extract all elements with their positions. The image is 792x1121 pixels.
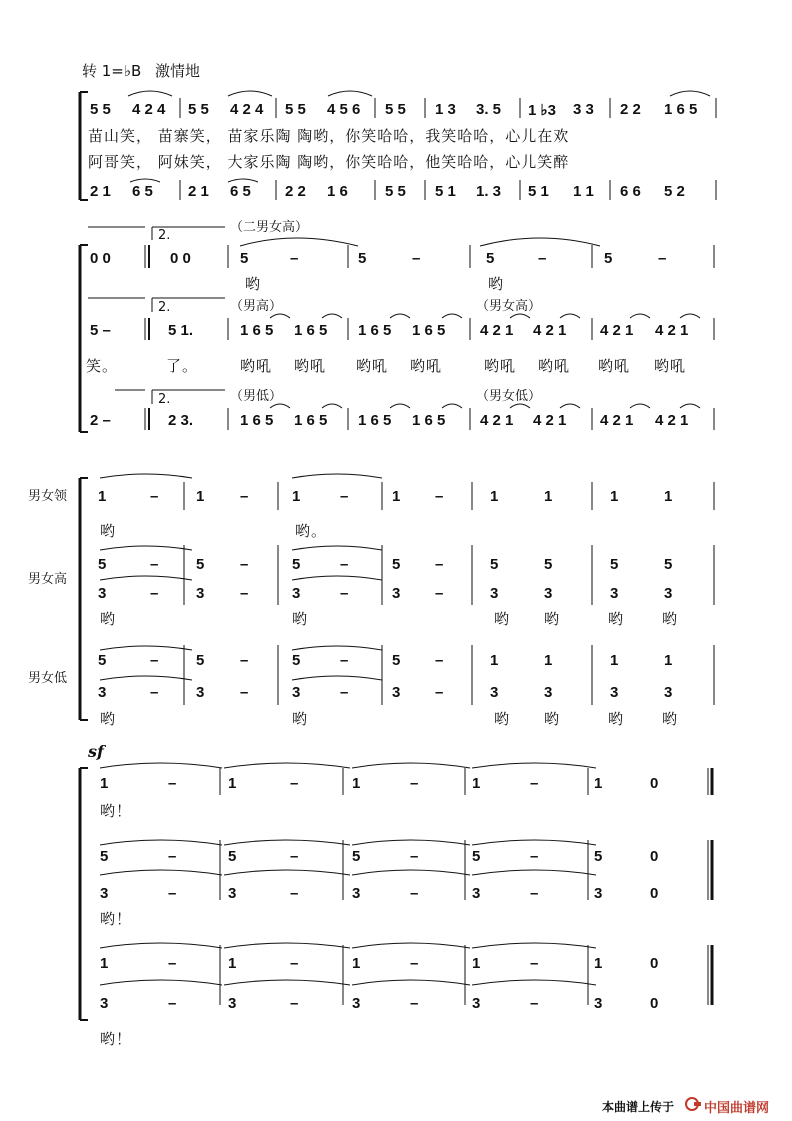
note-group: 5 2 (664, 183, 685, 200)
note: – (290, 250, 299, 267)
part-label: （男女高） (476, 299, 542, 314)
note-group: 5 1 (528, 183, 549, 200)
note-group: 1 ♭3 (528, 102, 556, 119)
lyric: 哟 (488, 275, 505, 293)
lyric: 哟 (494, 710, 511, 728)
note-group: 2 2 (285, 183, 306, 200)
lyric: 哟吼 (654, 357, 687, 375)
lyric: 哟！ (100, 1030, 133, 1048)
lyrics-verse-1: 苗山笑， 苗寨笑， 苗家乐陶 陶哟，你笑哈哈，我笑哈哈，心儿在欢 (88, 127, 570, 145)
note-group: 1 6 (327, 183, 348, 200)
lyric: 哟 (494, 610, 511, 628)
note-group: 1 6 5 (240, 412, 274, 429)
lyric: 哟 (245, 275, 262, 293)
lyric: 哟吼 (294, 357, 327, 375)
note-group: 1 6 5 (294, 322, 328, 339)
note-group: 1. 3 (476, 183, 502, 200)
lyric: 哟 (608, 710, 625, 728)
note-group: 4 2 1 (655, 412, 689, 429)
lyric: 哟吼 (484, 357, 517, 375)
lyric: 哟 (662, 610, 679, 628)
volta-number: 2. (158, 228, 171, 243)
lyric: 哟吼 (240, 357, 273, 375)
note-group: 4 2 1 (533, 322, 567, 339)
lyric: 哟！ (100, 802, 133, 820)
note-group: 4 2 1 (480, 412, 514, 429)
lyric: 哟 (292, 710, 309, 728)
part-label: （二男女高） (230, 220, 309, 235)
note-group: 5 5 (188, 101, 209, 118)
note-group: 5 5 (385, 183, 406, 200)
lyric: 哟吼 (598, 357, 631, 375)
note-group: 1 6 5 (664, 101, 698, 118)
note-group: 5 1. (168, 322, 194, 339)
lyric: 哟 (292, 610, 309, 628)
note-group: 6 5 (132, 183, 153, 200)
note-group: 1 3 (435, 101, 456, 118)
lyric: 哟 (544, 710, 561, 728)
note-group: 1 6 5 (358, 412, 392, 429)
note-group: 0 0 (90, 250, 111, 267)
note-group: 5 5 (385, 101, 406, 118)
lyric: 哟吼 (356, 357, 389, 375)
note-group: 4 2 1 (600, 412, 634, 429)
note-group: 4 2 4 (230, 101, 264, 118)
note-group: 1 6 5 (412, 412, 446, 429)
footer-upload-text: 本曲谱上传于 (602, 1100, 675, 1114)
note-group: 1 1 (573, 183, 594, 200)
note-group: 6 5 (230, 183, 251, 200)
note: 5 (486, 250, 495, 267)
note-group: 4 2 1 (655, 322, 689, 339)
note-group: 1 6 5 (412, 322, 446, 339)
note-group: 2 3. (168, 412, 194, 429)
lyric: 哟 (100, 522, 117, 540)
note: – (412, 250, 421, 267)
note-group: 1 6 5 (240, 322, 274, 339)
note-group: 4 2 1 (600, 322, 634, 339)
note: 5 (358, 250, 367, 267)
volta-number: 2. (158, 392, 171, 407)
note-group: 4 2 1 (533, 412, 567, 429)
lyric: 了。 (166, 357, 199, 375)
lyric: 哟 (544, 610, 561, 628)
site-logo-icon (684, 1096, 702, 1112)
note-group: 4 5 6 (327, 101, 361, 118)
note: – (538, 250, 547, 267)
note: – (658, 250, 667, 267)
lyric: 哟 (662, 710, 679, 728)
note-group: 2 2 (620, 101, 641, 118)
volta-number: 2. (158, 300, 171, 315)
expression-mark: 激情地 (155, 62, 201, 80)
note-group: 4 2 1 (480, 322, 514, 339)
lyric: 哟！ (100, 910, 133, 928)
note-group: 1 6 5 (358, 322, 392, 339)
note-group: 5 1 (435, 183, 456, 200)
note-group: 3. 5 (476, 101, 502, 118)
key-change: 转 1=♭B (82, 62, 142, 80)
note-group: 2 – (90, 412, 111, 429)
note-group: 6 6 (620, 183, 641, 200)
lyric: 哟。 (295, 522, 328, 540)
note-group: 3 3 (573, 101, 594, 118)
part-name: 男女高 (28, 572, 68, 587)
note-group: 5 5 (285, 101, 306, 118)
part-label: （男低） (230, 389, 283, 404)
site-name[interactable]: 中国曲谱网 (704, 1101, 770, 1116)
note-group: 4 2 4 (132, 101, 166, 118)
note-group: 0 0 (170, 250, 191, 267)
note: 5 (240, 250, 249, 267)
note-group: 5 5 (90, 101, 111, 118)
lyric: 哟 (608, 610, 625, 628)
note-group: 2 1 (90, 183, 111, 200)
part-label: （男高） (230, 299, 283, 314)
note-group: 1 6 5 (294, 412, 328, 429)
part-label: （男女低） (476, 389, 542, 404)
dynamic-marking: sf (88, 742, 104, 761)
note-group: 5 – (90, 322, 111, 339)
lyrics-verse-2: 阿哥笑， 阿妹笑， 大家乐陶 陶哟，你笑哈哈，他笑哈哈，心儿笑醉 (88, 153, 570, 171)
lyric: 哟 (100, 710, 117, 728)
lyric: 哟吼 (410, 357, 443, 375)
note-group: 2 1 (188, 183, 209, 200)
lyric: 哟吼 (538, 357, 571, 375)
part-name: 男女低 (28, 671, 68, 686)
lyric: 笑。 (86, 357, 119, 375)
note: 5 (604, 250, 613, 267)
lyric: 哟 (100, 610, 117, 628)
part-name: 男女领 (28, 489, 68, 504)
